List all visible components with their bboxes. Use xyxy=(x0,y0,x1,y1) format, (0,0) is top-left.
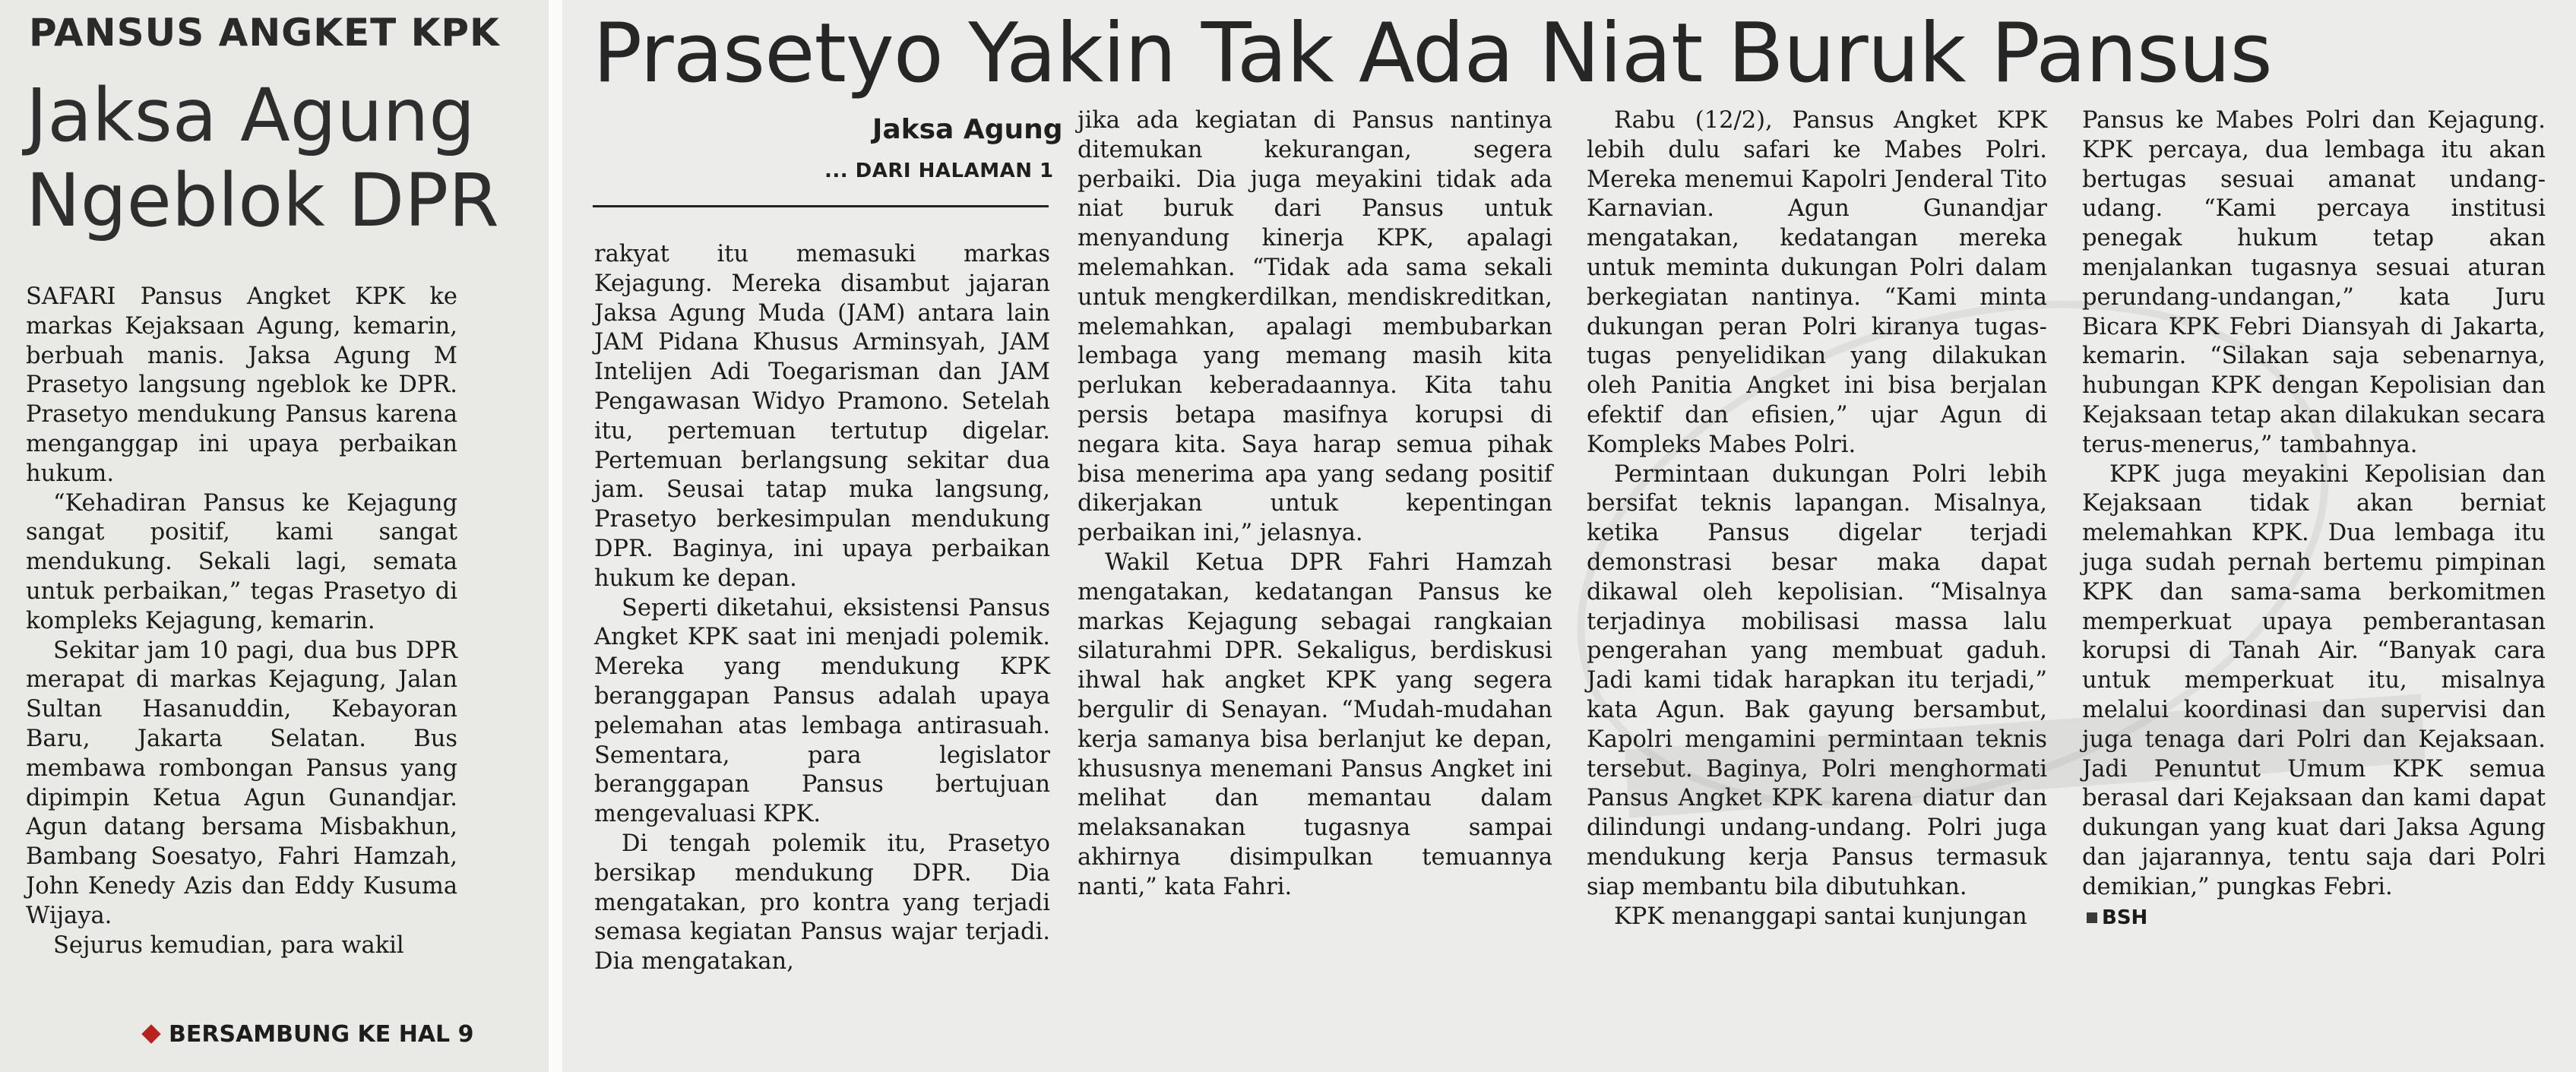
main-column-3 xyxy=(1587,106,2047,931)
continued-text: BERSAMBUNG KE HAL 9 xyxy=(169,1021,474,1048)
column-paragraph: KPK juga meyakini Kepolisian dan Kejaksaan tidak akan berniat melemahkan KPK. Dua lembaga itu juga sudah pernah bertemu pimpinan KPK dan sama-sama berkomitmen memperkuat upaya pemberantasan korupsi di Tanah Air. “Banyak cara untuk memperkuat itu, misalnya melalui koordinasi dan supervisi dan juga tenaga dari Polri dan Kejaksaan. Jadi Penuntut Umum KPK semua berasal dari Kejaksaan dan kami dapat dukungan yang kuat dari Jaksa Agung dan jajarannya, tentu saja dari Polri demikian,” pungkas Febri. xyxy=(2082,460,2546,900)
left-paragraph: Sekitar jam 10 pagi, dua bus DPR merapat di markas Kejagung, Jalan Sultan Hasanuddin, Kebayoran Baru, Jakarta Selatan. Bus membawa rombongan Pansus yang dipimpin Ketua Agun Gunandjar. Agun datang bersama Misbakhun, Bambang Soesatyo, Fahri Hamzah, John Kenedy Azis dan Eddy Kusuma Wijaya. xyxy=(26,637,457,929)
byline-text: BSH xyxy=(2102,906,2148,929)
left-paragraph: Sejurus kemudian, para wakil xyxy=(53,931,404,959)
section-rule xyxy=(593,205,1049,207)
column-paragraph: Wakil Ketua DPR Fahri Hamzah mengatakan, kedatangan Pansus ke markas Kejagung sebagai rangkaian silaturahmi DPR. Sekaligus, berdiskusi ihwal hak angket KPK yang segera bergulir di Senayan. “Mudah-mudahan kerja samanya bisa berlanjut ke depan, khususnya menemani Pansus Angket ini melihat dan memantau dalam melaksanakan tugasnya sampai akhirnya disimpulkan temuannya nanti,” kata Fahri. xyxy=(1078,549,1552,900)
byline xyxy=(2082,903,2546,933)
red-diamond-icon xyxy=(141,1024,160,1043)
main-column-1 xyxy=(594,240,1050,977)
column-paragraph: Pansus ke Mabes Polri dan Kejagung. KPK percaya, dua lembaga itu akan bertugas sesuai amanat undang-udang. “Kami percaya institusi penegak hukum tetap akan menjalankan tugasnya sesuai aturan perundang-undangan,” kata Juru Bicara KPK Febri Diansyah di Jakarta, kemarin. “Silakan saja sebenarnya, hubungan KPK dengan Kepolisian dan Kejaksaan tetap akan dilakukan secara terus-menerus,” tambahnya. xyxy=(2082,107,2546,458)
byline-square-icon xyxy=(2087,912,2097,923)
column-paragraph: Di tengah polemik itu, Prasetyo bersikap mendukung DPR. Dia mengatakan, pro kontra yang terjadi semasa kegiatan Pansus wajar terjadi. Dia mengatakan, xyxy=(594,830,1050,976)
column-paragraph: Permintaan dukungan Polri lebih bersifat teknis lapangan. Misalnya, ketika Pansus digelar terjadi demonstrasi besar maka dapat dikawal oleh kepolisian. “Misalnya terjadinya mobilisasi massa lalu pengerahan yang membuat gaduh. Jadi kami tidak harapkan itu terjadi,” kata Agun. Bak gayung bersambut, Kapolri mengamini permintaan teknis tersebut. Baginya, Polri menghormati Pansus Angket KPK karena diatur dan dilindungi undang-undang. Polri juga mendukung kerja Pansus termasuk siap membantu bila dibutuhkan. xyxy=(1587,460,2047,900)
left-clipping xyxy=(0,0,552,1072)
left-paragraph: SAFARI Pansus Angket KPK ke markas Kejaksaan Agung, kemarin, berbuah manis. Jaksa Agung M Prasetyo langsung ngeblok ke DPR. Prasetyo mendukung Pansus karena menganggap ini upaya perbaikan hukum. xyxy=(26,283,457,487)
left-paragraph: “Kehadiran Pansus ke Kejagung sangat positif, kami sangat mendukung. Sekali lagi, semata untuk perbaikan,” tegas Prasetyo di kompleks Kejagung, kemarin. xyxy=(26,489,457,634)
continued-label xyxy=(144,1021,473,1048)
main-headline: Prasetyo Yakin Tak Ada Niat Buruk Pansus xyxy=(593,6,2272,101)
section-label: Jaksa Agung xyxy=(872,114,1063,145)
column-paragraph: Rabu (12/2), Pansus Angket KPK lebih dulu safari ke Mabes Polri. Mereka menemui Kapolri Jenderal Tito Karnavian. Agun Gunandjar mengatakan, kedatangan mereka untuk meminta dukungan Polri dalam berkegiatan nantinya. “Kami minta dukungan peran Polri kiranya tugas-tugas penyelidikan yang dilakukan oleh Panitia Angket ini bisa berjalan efektif dan efisien,” ujar Agun di Kompleks Mabes Polri. xyxy=(1587,107,2047,458)
main-column-2 xyxy=(1078,106,1552,903)
column-paragraph: jika ada kegiatan di Pansus nantinya ditemukan kekurangan, segera perbaiki. Dia juga meyakini tidak ada niat buruk dari Pansus untuk menyandung kinerja KPK, apalagi melemahkan. “Tidak ada sama sekali untuk mengkerdilkan, mendiskreditkan, melemahkan, apalagi membubarkan lembaga yang memang masih kita perlukan keberadaannya. Kita tahu persis betapa masifnya korupsi di negara kita. Saya harap semua pihak bisa menerima apa yang sedang positif dikerjakan untuk kepentingan perbaikan ini,” jelasnya. xyxy=(1078,107,1552,547)
from-page-label: ... DARI HALAMAN 1 xyxy=(824,160,1054,182)
left-kicker: PANSUS ANGKET KPK xyxy=(29,11,500,55)
column-paragraph: KPK menanggapi santai kunjungan xyxy=(1614,903,2027,930)
left-body-column xyxy=(26,283,457,960)
column-paragraph: rakyat itu memasuki markas Kejagung. Mereka disambut jajaran Jaksa Agung Muda (JAM) antara lain JAM Pidana Khusus Arminsyah, JAM Intelijen Adi Toegarisman dan JAM Pengawasan Widyo Pramono. Setelah itu, pertemuan tertutup digelar. Pertemuan berlangsung sekitar dua jam. Seusai tatap muka langsung, Prasetyo berkesimpulan mendukung DPR. Baginya, ini upaya perbaikan hukum ke depan. xyxy=(594,241,1050,592)
column-paragraph: Seperti diketahui, eksistensi Pansus Angket KPK saat ini menjadi polemik. Mereka yang mendukung KPK beranggapan Pansus adalah upaya pelemahan atas lembaga antirasuah. Sementara, para legislator beranggapan Pansus bertujuan mengevaluasi KPK. xyxy=(594,594,1050,828)
main-column-4 xyxy=(2082,106,2546,932)
left-headline: Jaksa Agung Ngeblok DPR xyxy=(26,73,499,243)
